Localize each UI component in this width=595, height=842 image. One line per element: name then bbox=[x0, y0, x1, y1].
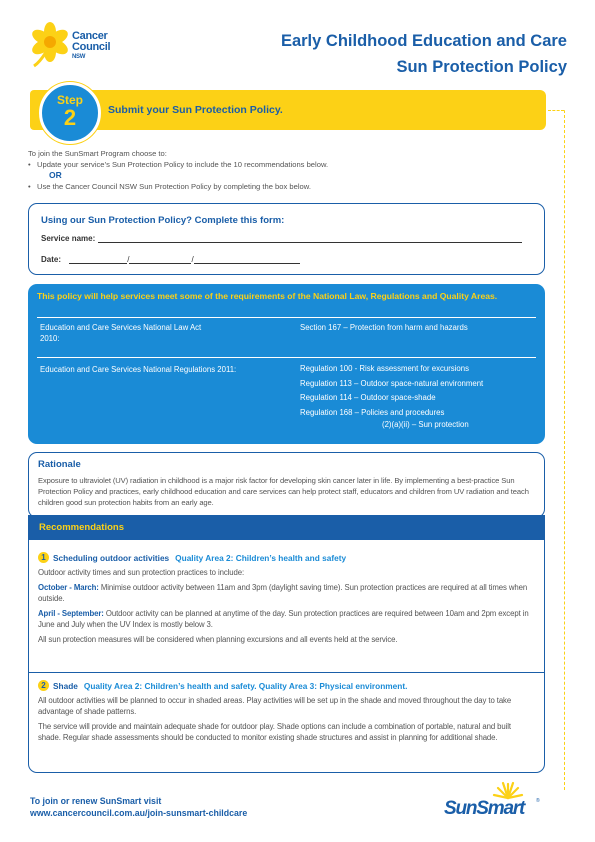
paragraph-text: Minimise outdoor activity between 11am and 3pm (daylight saving time). Sun protection practices are required at all times when outside. bbox=[38, 583, 528, 603]
date-row bbox=[41, 255, 300, 264]
divider bbox=[29, 672, 544, 673]
number-badge: 2 bbox=[38, 680, 49, 691]
intro-option2: Use the Cancer Council NSW Sun Protection Policy by completing the box below. bbox=[37, 182, 311, 191]
intro-text bbox=[28, 148, 328, 192]
recommendation-title: Shade bbox=[53, 680, 78, 691]
rationale-body: Exposure to ultraviolet (UV) radiation in childhood is a major risk factor for developing skin cancer later in life. By implementing a best-practice Sun Protection Policy and practices, early childhood education and care services can help protect staff, educators and children from UV radiation and teach children good sun protection habits from an early age. bbox=[38, 476, 529, 507]
paragraph bbox=[38, 582, 535, 604]
step-word: Step bbox=[56, 93, 83, 107]
paragraph: The service will provide and maintain adequate shade for outdoor play. Shade options can include a combination of portable, natural and built shade. Regular shade assessments should be conducted to monitor existing shade structures and assist in planning for additional shade. bbox=[38, 722, 511, 742]
recommendation-heading bbox=[38, 552, 535, 563]
step-instruction: Submit your Sun Protection Policy. bbox=[108, 104, 283, 116]
quality-area: Quality Area 2: Children’s health and safety bbox=[175, 552, 347, 563]
intro-option1: Update your service’s Sun Protection Policy to include the 10 recommendations below. bbox=[37, 160, 329, 169]
regulation-item: Regulation 114 – Outdoor space-shade bbox=[300, 393, 436, 402]
date-label: Date: bbox=[41, 255, 62, 264]
daffodil-icon bbox=[28, 22, 72, 68]
sunsmart-wordmark: SunSmart bbox=[444, 798, 525, 819]
divider bbox=[37, 317, 536, 318]
recommendations-box bbox=[28, 515, 545, 773]
law-row1-right: Section 167 – Protection from harm and hazards bbox=[300, 323, 468, 332]
paragraph-text: Outdoor activity can be planned at anytime of the day. Sun protection practices are required between 10am and 2pm except in June and July when the UV Index is mostly below 3. bbox=[38, 609, 529, 629]
divider bbox=[37, 357, 536, 358]
policy-form bbox=[28, 203, 545, 275]
dashed-connector bbox=[548, 110, 564, 111]
service-name-label: Service name: bbox=[41, 234, 96, 243]
join-link[interactable]: www.cancercouncil.com.au/join-sunsmart-childcare bbox=[30, 808, 248, 818]
law-title: This policy will help services meet some of the requirements of the National Law, Regulations and Quality Areas. bbox=[37, 291, 498, 301]
date-separator: / bbox=[191, 255, 194, 264]
logo-line1: Cancer bbox=[72, 30, 108, 42]
service-name-row bbox=[41, 234, 522, 243]
intro-lead: To join the SunSmart Program choose to: bbox=[28, 149, 167, 158]
form-title: Using our Sun Protection Policy? Complete this form: bbox=[41, 215, 285, 226]
date-separator: / bbox=[127, 255, 130, 264]
join-text: To join or renew SunSmart visit bbox=[30, 796, 162, 806]
list-item bbox=[28, 159, 328, 170]
season-label: April - September: bbox=[38, 609, 104, 618]
rationale-title: Rationale bbox=[38, 459, 81, 470]
recommendation-heading bbox=[38, 680, 535, 691]
quality-area: Quality Area 2: Children’s health and safety. Quality Area 3: Physical environment. bbox=[83, 680, 408, 691]
logo-line2: Council bbox=[72, 41, 111, 53]
sunsmart-logo bbox=[440, 778, 540, 828]
recommendations-header bbox=[29, 516, 544, 540]
logo-line3: NSW bbox=[72, 54, 86, 60]
title-line1: Early Childhood Education and Care bbox=[280, 32, 567, 50]
date-day-field[interactable] bbox=[69, 255, 130, 264]
paragraph bbox=[38, 608, 535, 630]
regulation-item: Regulation 100 - Risk assessment for excursions bbox=[300, 364, 470, 373]
registered-mark: ® bbox=[536, 798, 540, 804]
law-row1-left: Education and Care Services National Law Act 2010: bbox=[40, 323, 202, 343]
recommendation-1 bbox=[38, 552, 535, 645]
bullet-icon: • bbox=[28, 160, 31, 169]
dashed-connector-vertical bbox=[564, 110, 565, 790]
title-line2: Sun Protection Policy bbox=[396, 58, 567, 76]
legal-requirements-box bbox=[28, 284, 545, 444]
service-name-field[interactable] bbox=[98, 234, 522, 243]
regulation-subitem: (2)(a)(ii) – Sun protection bbox=[382, 419, 469, 429]
regulation-item: Regulation 113 – Outdoor space-natural environment bbox=[300, 378, 484, 388]
regulation-item: Regulation 168 – Policies and procedures bbox=[300, 407, 445, 417]
recommendation-2 bbox=[38, 680, 535, 743]
intro-or: OR bbox=[49, 170, 62, 180]
paragraph: Outdoor activity times and sun protection practices to include: bbox=[38, 568, 245, 577]
recommendations-title: Recommendations bbox=[39, 522, 124, 533]
number-badge: 1 bbox=[38, 552, 49, 563]
law-row2-left: Education and Care Services National Regulations 2011: bbox=[40, 365, 237, 374]
page-title bbox=[281, 28, 567, 80]
season-label: October - March: bbox=[38, 583, 99, 592]
recommendation-title: Scheduling outdoor activities bbox=[53, 552, 170, 563]
regulations-list bbox=[300, 362, 483, 431]
list-item bbox=[28, 181, 328, 192]
date-month-field[interactable] bbox=[129, 255, 194, 264]
step-number: 2 bbox=[63, 105, 77, 130]
bullet-icon: • bbox=[28, 182, 31, 191]
join-info bbox=[30, 795, 247, 819]
cancer-council-logo bbox=[28, 22, 148, 72]
paragraph: All outdoor activities will be planned to occur in shaded areas. Play activities will be set up in the shade and moved throughout the day to take advantage of shade patterns. bbox=[38, 696, 512, 716]
step-badge bbox=[39, 82, 101, 144]
paragraph: All sun protection measures will be considered when planning excursions and all events held at the service. bbox=[38, 635, 398, 644]
rationale-box bbox=[28, 452, 545, 518]
date-year-field[interactable] bbox=[194, 255, 300, 264]
